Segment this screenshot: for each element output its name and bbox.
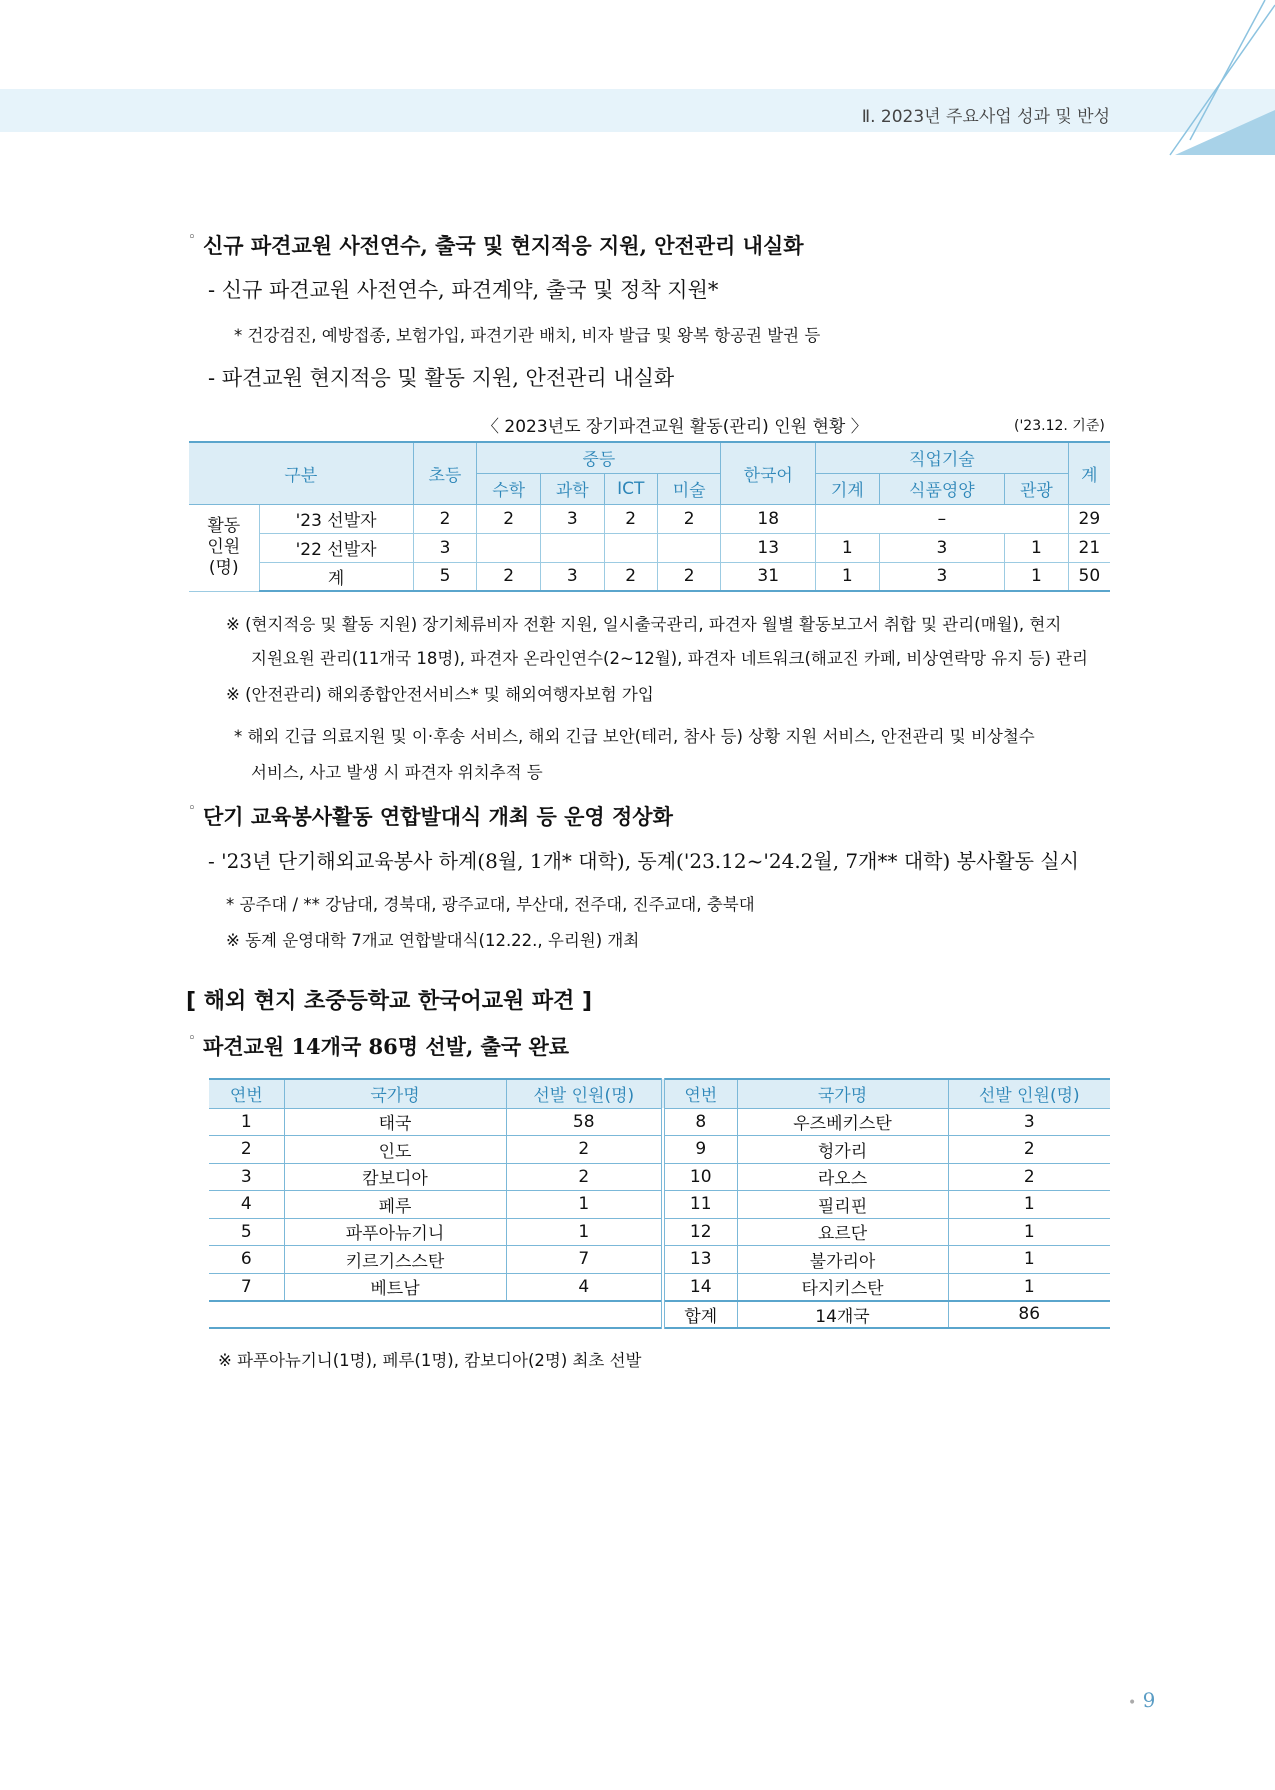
note-3: ※ (안전관리) 해외종합안전서비스* 및 해외여행자보험 가입 bbox=[226, 685, 654, 704]
table-row bbox=[209, 1273, 1110, 1301]
cell: 4 bbox=[209, 1191, 284, 1219]
table1-basis: ('23.12. 기준) bbox=[1014, 418, 1105, 434]
cell: 2 bbox=[209, 1136, 284, 1164]
cell: 9 bbox=[663, 1136, 737, 1164]
col-tour: 관광 bbox=[1005, 473, 1069, 504]
cell: 1 bbox=[948, 1246, 1110, 1274]
cell: 13 bbox=[721, 533, 816, 562]
col-math: 수학 bbox=[477, 473, 541, 504]
cell: 2 bbox=[948, 1163, 1110, 1191]
cell: 캄보디아 bbox=[284, 1163, 506, 1191]
col-country: 국가명 bbox=[737, 1079, 948, 1108]
table-row bbox=[209, 1108, 1110, 1136]
col-total: 계 bbox=[1068, 442, 1110, 504]
country-selection-table bbox=[209, 1078, 1110, 1329]
dash-item-2: - 파견교원 현지적응 및 활동 지원, 안전관리 내실화 bbox=[208, 366, 675, 390]
note-4b: 서비스, 사고 발생 시 파견자 위치추적 등 bbox=[251, 763, 543, 782]
bullet-heading-3: ◦ 파견교원 14개국 86명 선발, 출국 완료 bbox=[188, 1031, 570, 1059]
col-no: 연번 bbox=[209, 1079, 284, 1108]
table-row bbox=[209, 1218, 1110, 1246]
cell: 요르단 bbox=[737, 1218, 948, 1246]
cell: 7 bbox=[506, 1246, 663, 1274]
col-no: 연번 bbox=[663, 1079, 737, 1108]
total-count: 86 bbox=[948, 1301, 1110, 1329]
running-title: Ⅱ. 2023년 주요사업 성과 및 반성 bbox=[861, 107, 1110, 127]
cell: 2 bbox=[604, 562, 657, 591]
table1-caption: 〈 2023년도 장기파견교원 활동(관리) 인원 현황 〉 bbox=[482, 417, 868, 437]
cell: 3 bbox=[879, 562, 1004, 591]
cell: 1 bbox=[816, 533, 880, 562]
bullet-heading-1: ◦ 신규 파견교원 사전연수, 출국 및 현지적응 지원, 안전관리 내실화 bbox=[188, 230, 804, 258]
cell: 1 bbox=[948, 1191, 1110, 1219]
cell: 3 bbox=[540, 504, 604, 533]
cell: 2 bbox=[657, 504, 721, 533]
cell: 2 bbox=[477, 504, 541, 533]
cell: 라오스 bbox=[737, 1163, 948, 1191]
note-4a: * 해외 긴급 의료지원 및 이·후송 서비스, 해외 긴급 보안(테러, 참사 등) 상황 지원 서비스, 안전관리 및 비상철수 bbox=[234, 727, 1035, 746]
cell: 18 bbox=[721, 504, 816, 533]
cell: 58 bbox=[506, 1108, 663, 1136]
section-heading: [ 해외 현지 초중등학교 한국어교원 파견 ] bbox=[186, 989, 593, 1014]
cell: 1 bbox=[506, 1218, 663, 1246]
page-number: • 9 bbox=[1128, 1688, 1156, 1712]
row-label: 계 bbox=[259, 562, 413, 591]
col-art: 미술 bbox=[657, 473, 721, 504]
table-row bbox=[209, 1191, 1110, 1219]
cell: 12 bbox=[663, 1218, 737, 1246]
cell: 50 bbox=[1068, 562, 1110, 591]
cell: 헝가리 bbox=[737, 1136, 948, 1164]
cell: 5 bbox=[209, 1218, 284, 1246]
corner-decoration bbox=[1115, 0, 1275, 160]
cell: 2 bbox=[506, 1136, 663, 1164]
cell: 14 bbox=[663, 1273, 737, 1301]
note-6: ※ 동계 운영대학 7개교 연합발대식(12.22., 우리원) 개최 bbox=[226, 931, 640, 950]
table-row bbox=[189, 533, 1110, 562]
bullet-heading-2: ◦ 단기 교육봉사활동 연합발대식 개최 등 운영 정상화 bbox=[188, 801, 673, 829]
note-2a: ※ (현지적응 및 활동 지원) 장기체류비자 전환 지원, 일시출국관리, 파견자 월별 활동보고서 취합 및 관리(매월), 현지 bbox=[226, 615, 1062, 634]
table-row bbox=[209, 1136, 1110, 1164]
cell: 2 bbox=[506, 1163, 663, 1191]
table-row bbox=[189, 562, 1110, 591]
col-food: 식품영양 bbox=[879, 473, 1004, 504]
cell: 1 bbox=[209, 1108, 284, 1136]
row-group-label: 활동 인원 (명) bbox=[189, 504, 259, 591]
table-row bbox=[209, 1163, 1110, 1191]
cell: 29 bbox=[1068, 504, 1110, 533]
cell: 3 bbox=[879, 533, 1004, 562]
cell: 2 bbox=[477, 562, 541, 591]
col-voc: 직업기술 bbox=[816, 442, 1069, 473]
cell: 3 bbox=[209, 1163, 284, 1191]
cell: 1 bbox=[1005, 533, 1069, 562]
note-5: * 공주대 / ** 강남대, 경북대, 광주교대, 부산대, 전주대, 진주교대, 충북대 bbox=[226, 895, 755, 914]
cell: 인도 bbox=[284, 1136, 506, 1164]
cell: 태국 bbox=[284, 1108, 506, 1136]
cell: 베트남 bbox=[284, 1273, 506, 1301]
cell: 7 bbox=[209, 1273, 284, 1301]
total-row bbox=[209, 1301, 1110, 1329]
cell: 2 bbox=[604, 504, 657, 533]
cell: 5 bbox=[413, 562, 477, 591]
col-count: 선발 인원(명) bbox=[948, 1079, 1110, 1108]
table-row bbox=[209, 1246, 1110, 1274]
empty-cell bbox=[209, 1301, 663, 1329]
cell: 3 bbox=[948, 1108, 1110, 1136]
cell: 1 bbox=[948, 1273, 1110, 1301]
cell bbox=[540, 533, 604, 562]
col-count: 선발 인원(명) bbox=[506, 1079, 663, 1108]
cell: 키르기스스탄 bbox=[284, 1246, 506, 1274]
cell: 11 bbox=[663, 1191, 737, 1219]
cell: – bbox=[816, 504, 1069, 533]
cell: 우즈베키스탄 bbox=[737, 1108, 948, 1136]
dispatch-status-table bbox=[189, 441, 1110, 592]
cell: 불가리아 bbox=[737, 1246, 948, 1274]
total-countries: 14개국 bbox=[737, 1301, 948, 1329]
cell: 필리핀 bbox=[737, 1191, 948, 1219]
cell: 10 bbox=[663, 1163, 737, 1191]
table-row bbox=[189, 504, 1110, 533]
cell: 2 bbox=[948, 1136, 1110, 1164]
cell: 3 bbox=[413, 533, 477, 562]
cell: 2 bbox=[413, 504, 477, 533]
cell bbox=[657, 533, 721, 562]
cell bbox=[604, 533, 657, 562]
cell: 파푸아뉴기니 bbox=[284, 1218, 506, 1246]
cell: 타지키스탄 bbox=[737, 1273, 948, 1301]
col-mid: 중등 bbox=[477, 442, 721, 473]
cell: 페루 bbox=[284, 1191, 506, 1219]
cell: 8 bbox=[663, 1108, 737, 1136]
cell bbox=[477, 533, 541, 562]
cell: 4 bbox=[506, 1273, 663, 1301]
cell: 3 bbox=[540, 562, 604, 591]
cell: 31 bbox=[721, 562, 816, 591]
cell: 6 bbox=[209, 1246, 284, 1274]
note-7: ※ 파푸아뉴기니(1명), 페루(1명), 캄보디아(2명) 최초 선발 bbox=[218, 1351, 642, 1370]
col-kor: 한국어 bbox=[721, 442, 816, 504]
cell: 1 bbox=[506, 1191, 663, 1219]
cell: 2 bbox=[657, 562, 721, 591]
col-elem: 초등 bbox=[413, 442, 477, 504]
cell: 1 bbox=[1005, 562, 1069, 591]
dash-item-3: - '23년 단기해외교육봉사 하계(8월, 1개* 대학), 동계('23.12~'24.2월, 7개** 대학) 봉사활동 실시 bbox=[208, 849, 1079, 873]
col-country: 국가명 bbox=[284, 1079, 506, 1108]
cell: 13 bbox=[663, 1246, 737, 1274]
cell: 1 bbox=[816, 562, 880, 591]
col-sci: 과학 bbox=[540, 473, 604, 504]
row-label: '22 선발자 bbox=[259, 533, 413, 562]
note-1: * 건강검진, 예방접종, 보험가입, 파견기관 배치, 비자 발급 및 왕복 항공권 발권 등 bbox=[234, 326, 821, 345]
cell: 21 bbox=[1068, 533, 1110, 562]
col-gubun: 구분 bbox=[189, 442, 413, 504]
row-label: '23 선발자 bbox=[259, 504, 413, 533]
col-ict: ICT bbox=[604, 473, 657, 504]
note-2b: 지원요원 관리(11개국 18명), 파견자 온라인연수(2~12월), 파견자 네트워크(해교진 카페, 비상연락망 유지 등) 관리 bbox=[251, 649, 1088, 668]
col-mech: 기계 bbox=[816, 473, 880, 504]
total-label: 합계 bbox=[663, 1301, 737, 1329]
cell: 1 bbox=[948, 1218, 1110, 1246]
dash-item-1: - 신규 파견교원 사전연수, 파견계약, 출국 및 정착 지원* bbox=[208, 278, 719, 302]
